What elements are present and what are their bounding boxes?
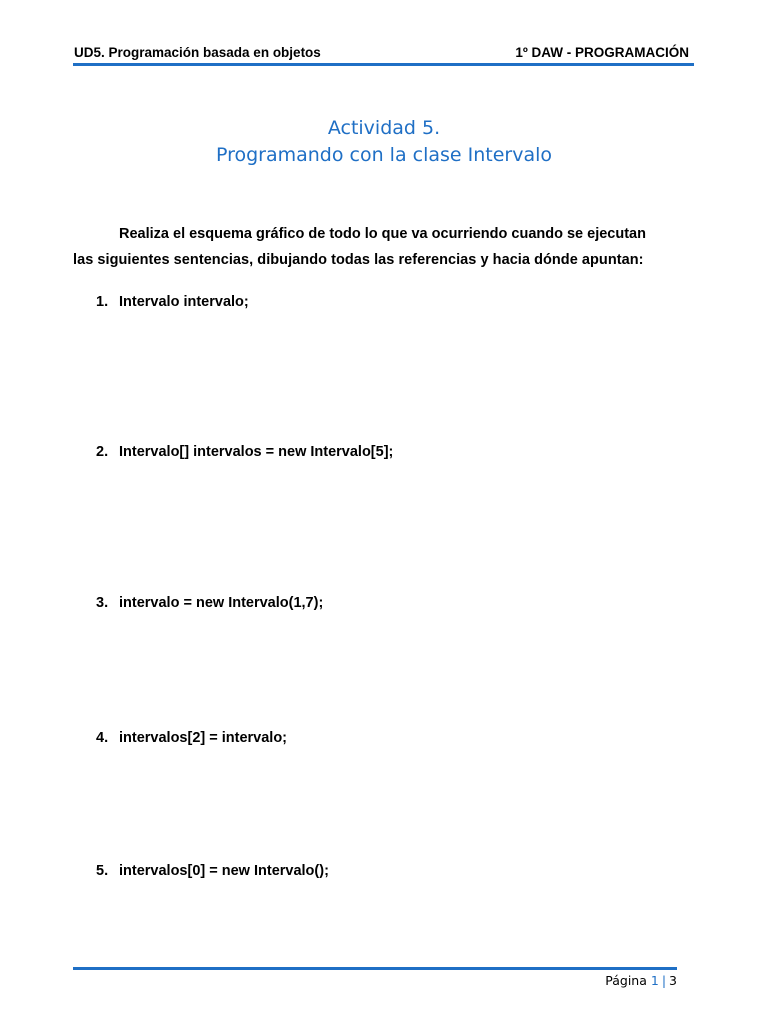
statement-item-3 [96,593,323,613]
statement-number: 1. [96,294,109,310]
page-header [73,44,694,66]
statement-code: intervalos[2] = intervalo; [119,730,288,746]
header-unit-title: UD5. Programación basada en objetos [74,45,321,60]
activity-title: Actividad 5. [327,117,441,139]
page-footer [605,971,677,991]
instructions-line-2: las siguientes sentencias, dibujando todas las referencias y hacia dónde apuntan: [73,252,644,268]
statement-number: 3. [96,595,109,611]
statement-number: 5. [96,863,109,879]
statement-code: Intervalo intervalo; [119,294,249,310]
footer-separator: | [661,973,667,988]
statement-code: intervalo = new Intervalo(1,7); [119,595,324,611]
footer-page-number: 1 [650,973,659,988]
header-course: 1º DAW - PROGRAMACIÓN [515,45,689,60]
statement-item-1 [96,292,249,312]
statement-item-5 [96,861,329,881]
instructions-line-1: Realiza el esquema gráfico de todo lo que va ocurriendo cuando se ejecutan [119,226,646,242]
statement-code: intervalos[0] = new Intervalo(); [119,863,329,879]
statement-item-4 [96,728,287,748]
statement-item-2 [96,442,393,462]
footer-divider [73,967,677,970]
activity-subtitle: Programando con la clase Intervalo [215,144,553,166]
statement-number: 4. [96,730,109,746]
statement-number: 2. [96,444,109,460]
statement-code: Intervalo[] intervalos = new Intervalo[5]; [119,444,394,460]
footer-page-total: 3 [669,973,677,988]
footer-page-label: Página [605,973,647,988]
